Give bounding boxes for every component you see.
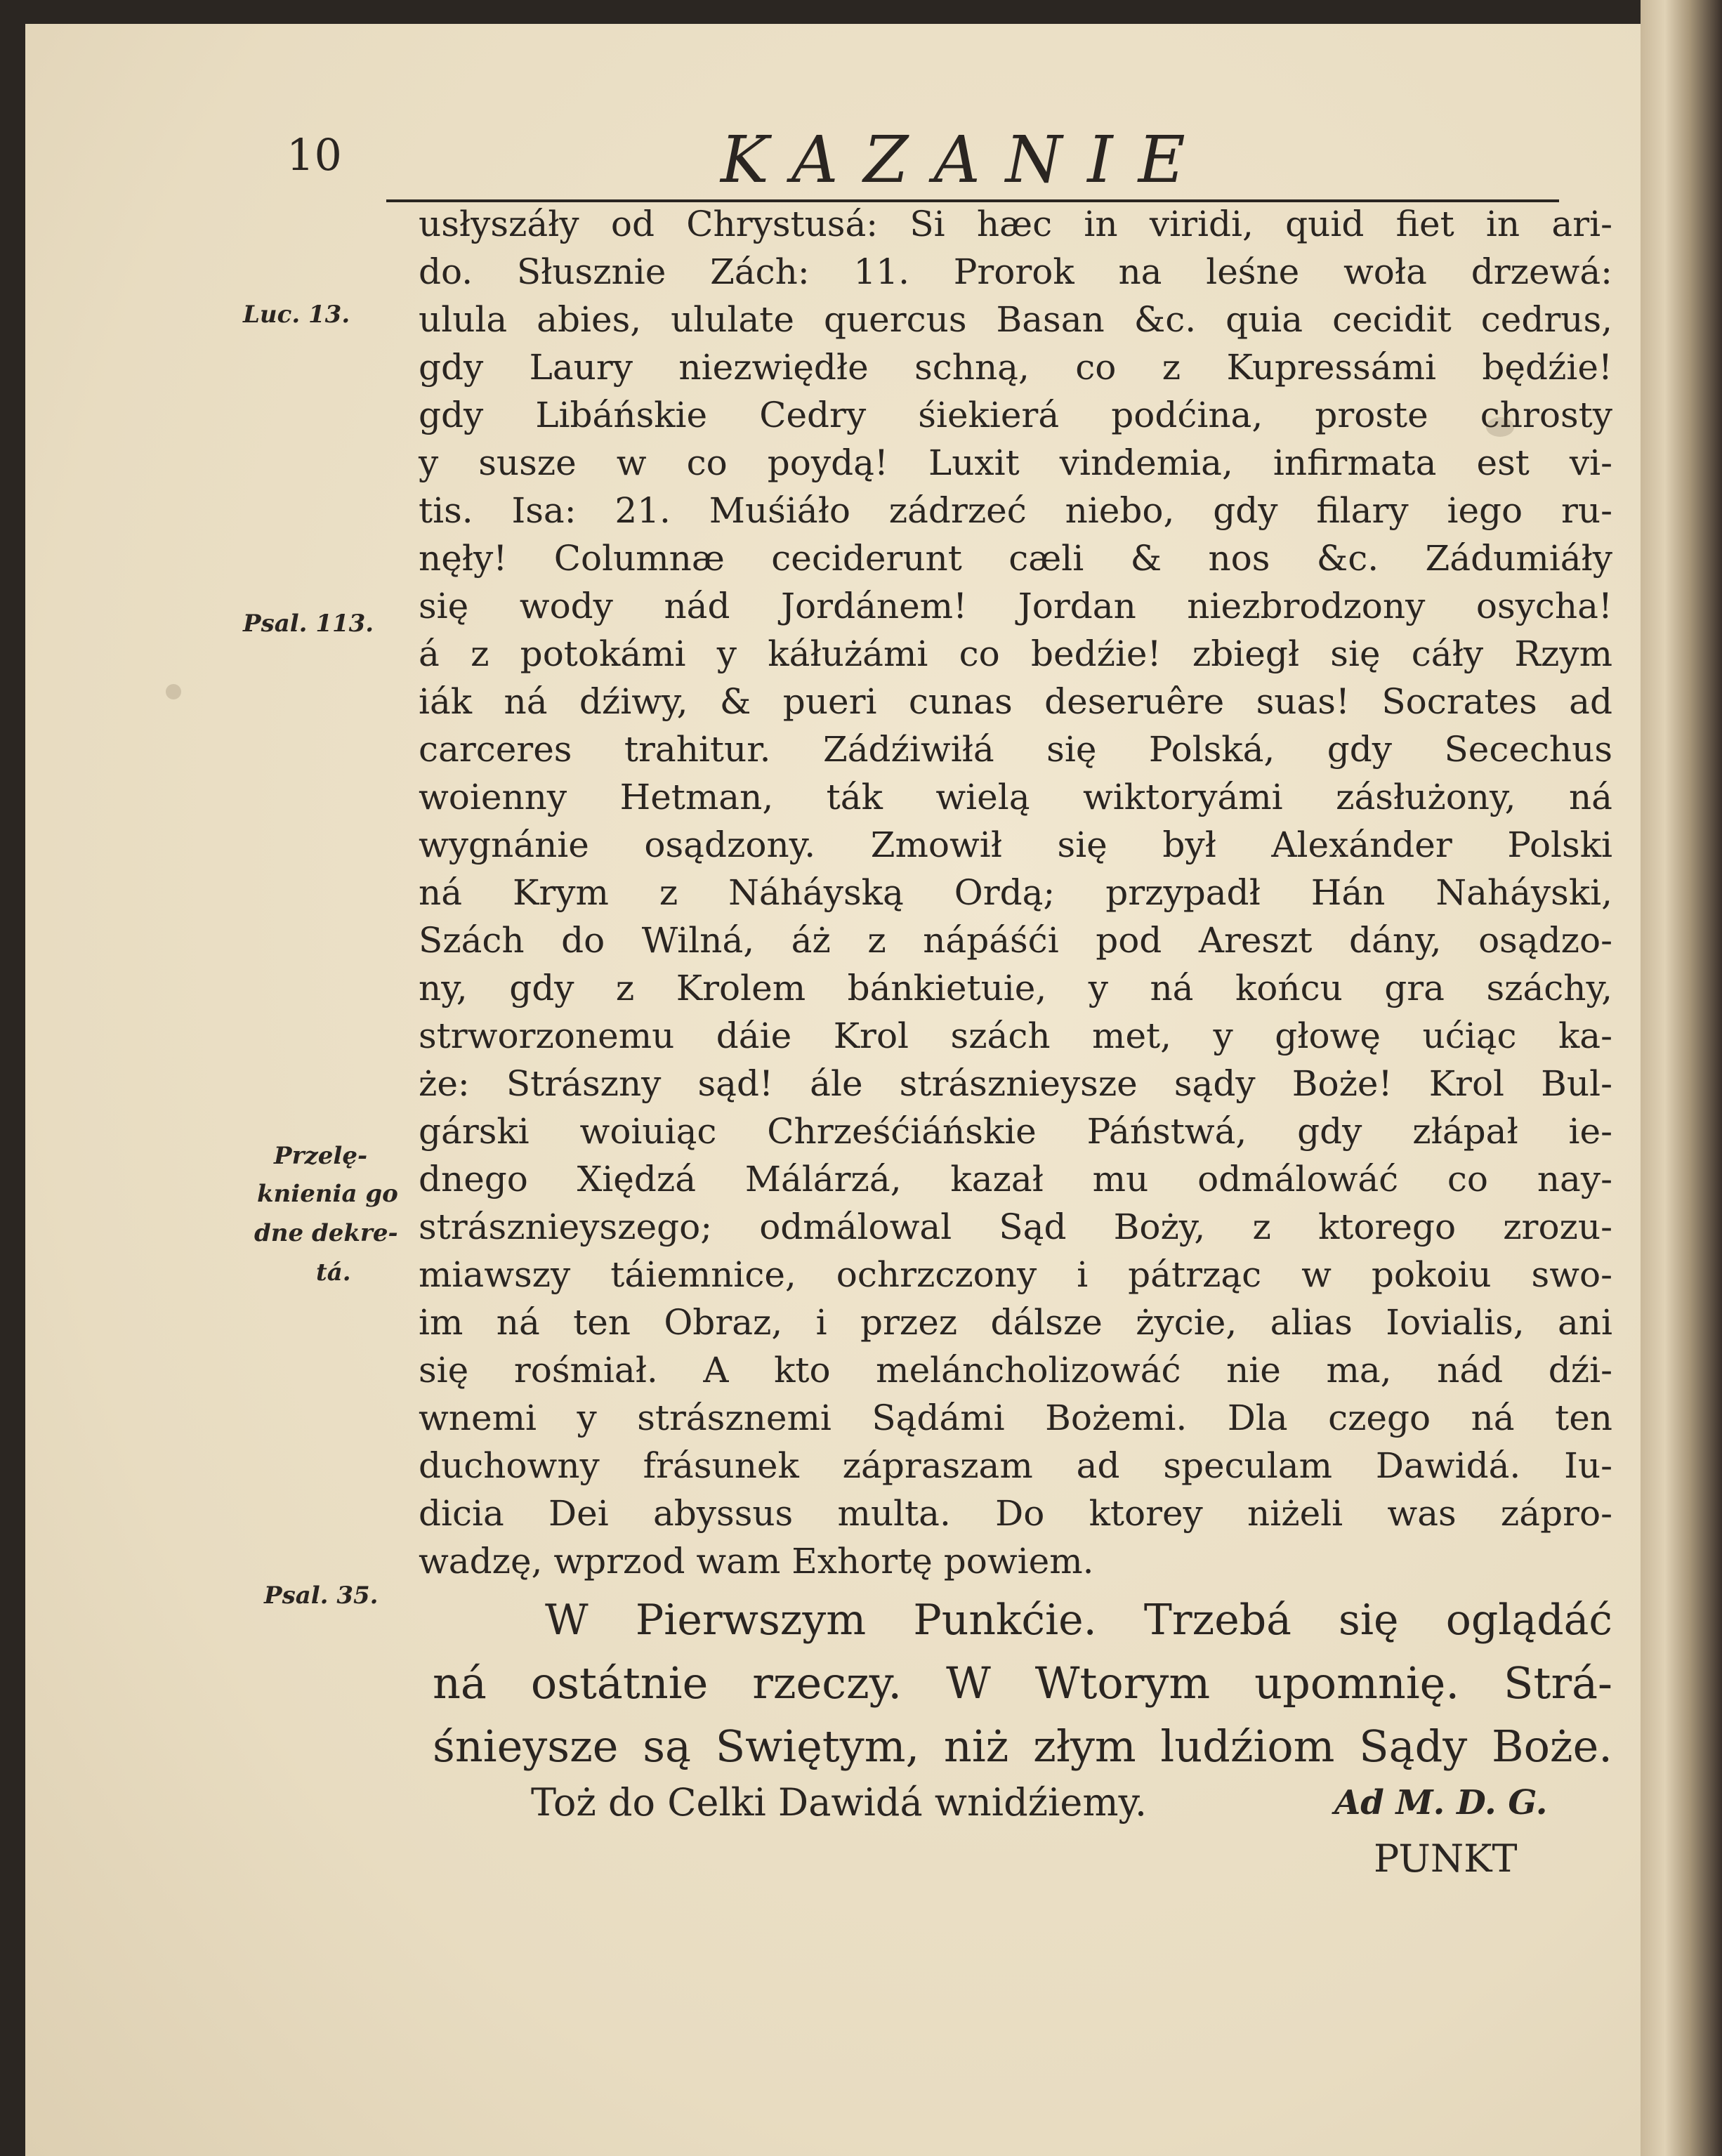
margin-note-line-2: knienia go: [257, 1180, 398, 1208]
text-line: dicia Dei abyssus multa. Do ktorey niżeli was zápro-: [419, 1493, 1612, 1534]
text-line: miawszy táiemnice, ochrzczony i pátrząc w pokoiu swo-: [419, 1254, 1612, 1295]
text-line: gdy Laury niezwiędłe schną, co z Kupressámi będźie!: [419, 347, 1612, 388]
ink-blot: [166, 684, 181, 699]
text-line: nęły! Columnæ ceciderunt cæli & nos &c. Zádumiáły: [419, 538, 1612, 579]
text-line: tis. Isa: 21. Muśiáło zádrzeć niebo, gdy filary iego ru-: [419, 490, 1612, 531]
signature: Ad M. D. G.: [1334, 1783, 1548, 1822]
text-line: á z potokámi y káłużámi co bedźie! zbiegł się cáły Rzym: [419, 633, 1612, 674]
margin-note-psalm-35: Psal. 35.: [264, 1582, 379, 1610]
division-line: śnieysze są Swiętym, niż złym ludźiom Sądy Boże.: [433, 1721, 1612, 1772]
text-line: Szách do Wilná, áż z nápáśći pod Areszt dány, osądzo-: [419, 920, 1612, 961]
catchword: PUNKT: [1374, 1836, 1518, 1881]
margin-note-luke: Luc. 13.: [243, 301, 350, 329]
text-line: ulula abies, ululate quercus Basan &c. quia cecidit cedrus,: [419, 299, 1612, 340]
book-page: [25, 24, 1641, 2156]
text-line: carceres trahitur. Zádźiwiłá się Polská, gdy Secechus: [419, 729, 1612, 770]
text-line: dnego Xiędzá Málárzá, kazał mu odmálowáć co nay-: [419, 1159, 1612, 1199]
page-number: 10: [287, 129, 342, 180]
division-line: Toż do Celki Dawidá wnidźiemy.: [531, 1780, 1148, 1825]
text-line: woienny Hetman, ták wielą wiktoryámi zásłużony, ná: [419, 777, 1612, 817]
division-line: ná ostátnie rzeczy. W Wtorym upomnię. Strá-: [433, 1657, 1612, 1709]
text-line: się rośmiał. A kto meláncholizowáć nie ma, nád dźi-: [419, 1350, 1612, 1391]
text-line: usłyszáły od Chrystusá: Si hæc in viridi, quid fiet in ari-: [419, 204, 1612, 244]
text-line: wnemi y strásznemi Sądámi Bożemi. Dla czego ná ten: [419, 1398, 1612, 1438]
page-title: KAZANIE: [721, 122, 1211, 197]
margin-note-psalm-113: Psal. 113.: [243, 610, 374, 638]
text-line: gárski woiuiąc Chrześćiáńskie Páństwá, gdy złápał ie-: [419, 1111, 1612, 1152]
text-line: ny, gdy z Krolem bánkietuie, y ná końcu gra száchy,: [419, 968, 1612, 1008]
text-line: wygnánie osądzony. Zmowił się był Alexánder Polski: [419, 824, 1612, 865]
text-line: wadzę, wprzod wam Exhortę powiem.: [419, 1541, 1094, 1582]
book-spine-edge: [1641, 0, 1722, 2156]
text-line: y susze w co poydą! Luxit vindemia, infirmata est vi-: [419, 442, 1612, 483]
text-line: do. Słusznie Zách: 11. Prorok na leśne woła drzewá:: [419, 251, 1612, 292]
text-line: strásznieyszego; odmálowal Sąd Boży, z ktorego zrozu-: [419, 1207, 1612, 1247]
text-line: iák ná dźiwy, & pueri cunas deseruêre suas! Socrates ad: [419, 681, 1612, 722]
text-line: ná Krym z Náháyską Ordą; przypadł Hán Naháyski,: [419, 872, 1612, 913]
text-line: strworzonemu dáie Krol szách met, y głowę ućiąc ka-: [419, 1015, 1612, 1056]
division-line: W Pierwszym Punkćie. Trzebá się oglądáć: [545, 1596, 1612, 1645]
text-line: duchowny frásunek zápraszam ad speculam Dawidá. Iu-: [419, 1445, 1612, 1486]
margin-note-line-3: dne dekre-: [254, 1219, 398, 1247]
text-line: im ná ten Obraz, i przez dálsze życie, alias Iovialis, ani: [419, 1302, 1612, 1343]
ink-blot: [1486, 417, 1514, 437]
page-header: [25, 108, 1641, 206]
text-line: że: Strászny sąd! ále strásznieysze sądy Boże! Krol Bul-: [419, 1063, 1612, 1104]
margin-note-line-1: Przelę-: [274, 1142, 368, 1170]
text-line: się wody nád Jordánem! Jordan niezbrodzony osycha!: [419, 586, 1612, 626]
margin-note-line-4: tá.: [316, 1258, 351, 1287]
text-line: gdy Libáńskie Cedry śiekierá podćina, proste chrosty: [419, 395, 1612, 435]
